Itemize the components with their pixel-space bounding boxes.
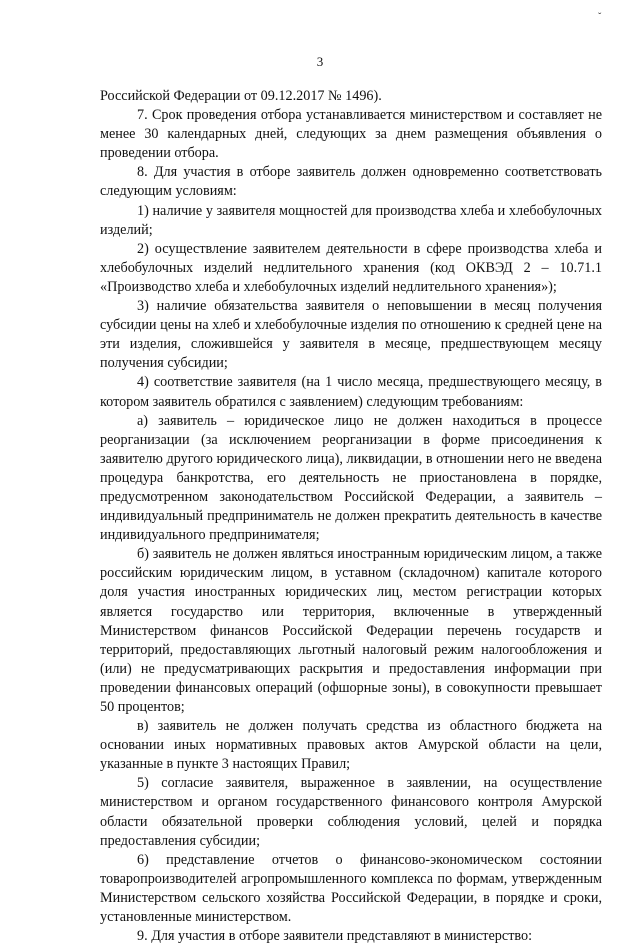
paragraph-continuation: Российской Федерации от 09.12.2017 № 1496). <box>100 88 382 104</box>
paragraph-9: 9. Для участия в отборе заявители представляют в министерство: <box>137 928 533 945</box>
document-body <box>100 87 602 946</box>
paragraph-8: 8. Для участия в отборе заявитель должен одновременно соответствовать следующим условиям: <box>100 164 602 200</box>
requirement-a: а) заявитель – юридическое лицо не должен находиться в процессе реорганизации (за исключением реорганизации в форме присоединения к заявителю другого юридического лица), ликвидации, в отношении него не введена процедура банкротства, его деятельность не приостановлена в порядке, предусмотренном законодательством Российской Федерации, а заявитель – индивидуальный предприниматель не должен прекратить деятельность в качестве индивидуального предпринимателя; <box>100 412 602 544</box>
scan-mark: ˇ <box>598 12 602 23</box>
condition-6: 6) представление отчетов о финансово-экономическом состоянии товаропроизводителей агропромышленного комплекса по формам, утвержденным Министерством сельского хозяйства Российской Федерации, в порядке и сроки, установленные министерством. <box>100 851 602 926</box>
condition-4: 4) соответствие заявителя (на 1 число месяца, предшествующего месяцу, в котором заявитель обратился с заявлением) следующим требованиям: <box>100 374 602 410</box>
requirement-v: в) заявитель не должен получать средства из областного бюджета на основании иных нормативных правовых актов Амурской области на цели, указанные в пункте 3 настоящих Правил; <box>100 718 602 773</box>
paragraph-7: 7. Срок проведения отбора устанавливается министерством и составляет не менее 30 календарных дней, следующих за днем размещения объявления о проведении отбора. <box>100 107 602 162</box>
condition-3: 3) наличие обязательства заявителя о неповышении в месяц получения субсидии цены на хлеб и хлебобулочные изделия по отношению к средней цене на эти изделия, сложившейся у заявителя в месяце, предшествующем месяцу получения субсидии; <box>100 298 602 372</box>
condition-1: 1) наличие у заявителя мощностей для производства хлеба и хлебобулочных изделий; <box>100 202 602 238</box>
condition-2: 2) осуществление заявителем деятельности в сфере производства хлеба и хлебобулочных изделий недлительного хранения (код ОКВЭД 2 – 10.71.1 «Производство хлеба и хлебобулочных изделий недлительного хранения»); <box>100 240 602 295</box>
requirement-b: б) заявитель не должен являться иностранным юридическим лицом, а также российским юридическим лицом, в уставном (складочном) капитале которого доля участия иностранных юридических лиц, местом регистрации которых является государство или территория, включенные в утвержденный Министерством финансов Российской Федерации перечень государств и территорий, предоставляющих льготный налоговый режим налогообложения и (или) не предусматривающих раскрытия и предоставления информации при проведении финансовых операций (офшорные зоны), в совокупности превышает 50 процентов; <box>100 546 602 715</box>
condition-5: 5) согласие заявителя, выраженное в заявлении, на осуществление министерством и органом государственного финансового контроля Амурской области обязательной проверки соблюдения условий, целей и порядка предоставления субсидии; <box>100 775 602 849</box>
page-number: 3 <box>316 54 324 69</box>
